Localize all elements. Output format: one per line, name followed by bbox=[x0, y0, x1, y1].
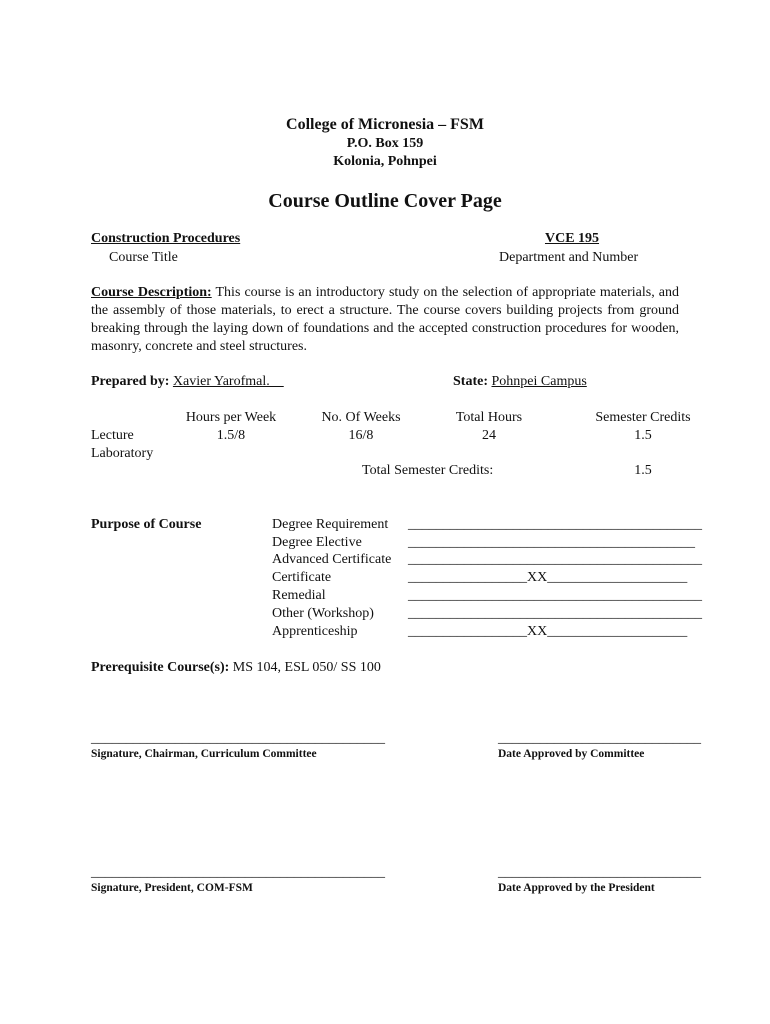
signature-line-president: __________________________________________ bbox=[91, 865, 385, 880]
course-description-label: Course Description: bbox=[91, 285, 212, 300]
row-lecture-total: 24 bbox=[482, 428, 496, 443]
row-lecture-hours: 1.5/8 bbox=[216, 428, 246, 443]
purpose-item-remedial: Remedial bbox=[272, 588, 326, 603]
purpose-label: Purpose of Course bbox=[91, 517, 202, 532]
purpose-line-certificate: _________________XX____________________ bbox=[408, 570, 688, 585]
signature-president-label: Signature, President, COM-FSM bbox=[91, 882, 253, 894]
row-lecture-credits: 1.5 bbox=[634, 428, 652, 443]
po-box: P.O. Box 159 bbox=[346, 136, 424, 151]
purpose-line-apprenticeship: _________________XX____________________ bbox=[408, 624, 688, 639]
date-president-label: Date Approved by the President bbox=[498, 882, 655, 894]
state-value: Pohnpei Campus bbox=[491, 374, 587, 389]
page-title: Course Outline Cover Page bbox=[268, 190, 502, 212]
purpose-item-degree-requirement: Degree Requirement bbox=[272, 517, 389, 532]
course-title-value: Construction Procedures bbox=[91, 231, 241, 246]
prepared-by bbox=[91, 374, 284, 390]
date-line-committee: _____________________________ bbox=[498, 731, 701, 746]
prerequisite-label: Prerequisite Course(s): bbox=[91, 660, 230, 675]
signature-chairman-label: Signature, Chairman, Curriculum Committee bbox=[91, 748, 317, 760]
purpose-line-other-workshop: __________________________________________ bbox=[408, 606, 702, 621]
header-no-of-weeks: No. Of Weeks bbox=[321, 410, 401, 425]
total-credits-label: Total Semester Credits: bbox=[362, 463, 494, 478]
prerequisite-value: MS 104, ESL 050/ SS 100 bbox=[229, 660, 381, 675]
row-lecture-weeks: 16/8 bbox=[348, 428, 374, 443]
signature-line-chairman: __________________________________________ bbox=[91, 731, 385, 746]
course-title-label: Course Title bbox=[109, 250, 178, 265]
header-hours-per-week: Hours per Week bbox=[185, 410, 277, 425]
purpose-line-degree-requirement: __________________________________________ bbox=[408, 517, 702, 532]
total-credits-value: 1.5 bbox=[634, 463, 652, 478]
state-label: State: bbox=[453, 374, 488, 389]
purpose-line-advanced-certificate: __________________________________________ bbox=[408, 552, 702, 567]
course-number-label: Department and Number bbox=[499, 250, 639, 265]
course-description bbox=[91, 284, 679, 356]
course-number-value: VCE 195 bbox=[544, 231, 600, 246]
date-line-president: _____________________________ bbox=[498, 865, 701, 880]
course-description-text: This course is an introductory study on the selection of appropriate materials, and the assembly of those materials, to erect a structure. The course covers building projects from ground breaking through the laying down of foundations and the accepted construction procedures for wooden, masonry, concrete and steel structures. bbox=[91, 285, 679, 354]
row-lecture-label: Lecture bbox=[91, 428, 134, 443]
header-semester-credits: Semester Credits bbox=[595, 410, 691, 425]
prepared-by-label: Prepared by: bbox=[91, 374, 170, 389]
location: Kolonia, Pohnpei bbox=[333, 154, 437, 169]
purpose-item-degree-elective: Degree Elective bbox=[272, 535, 362, 550]
date-committee-label: Date Approved by Committee bbox=[498, 748, 645, 760]
prepared-by-value: Xavier Yarofmal. bbox=[172, 374, 284, 389]
purpose-item-apprenticeship: Apprenticeship bbox=[272, 624, 358, 639]
college-name: College of Micronesia – FSM bbox=[286, 116, 484, 133]
state bbox=[453, 374, 587, 390]
purpose-item-other-workshop: Other (Workshop) bbox=[272, 606, 374, 621]
purpose-item-certificate: Certificate bbox=[272, 570, 332, 585]
purpose-item-advanced-certificate: Advanced Certificate bbox=[272, 552, 392, 567]
header-total-hours: Total Hours bbox=[455, 410, 523, 425]
purpose-line-degree-elective: _________________________________________ bbox=[408, 535, 695, 550]
row-laboratory-label: Laboratory bbox=[91, 446, 154, 461]
prerequisite bbox=[91, 660, 381, 676]
purpose-line-remedial: __________________________________________ bbox=[408, 588, 702, 603]
